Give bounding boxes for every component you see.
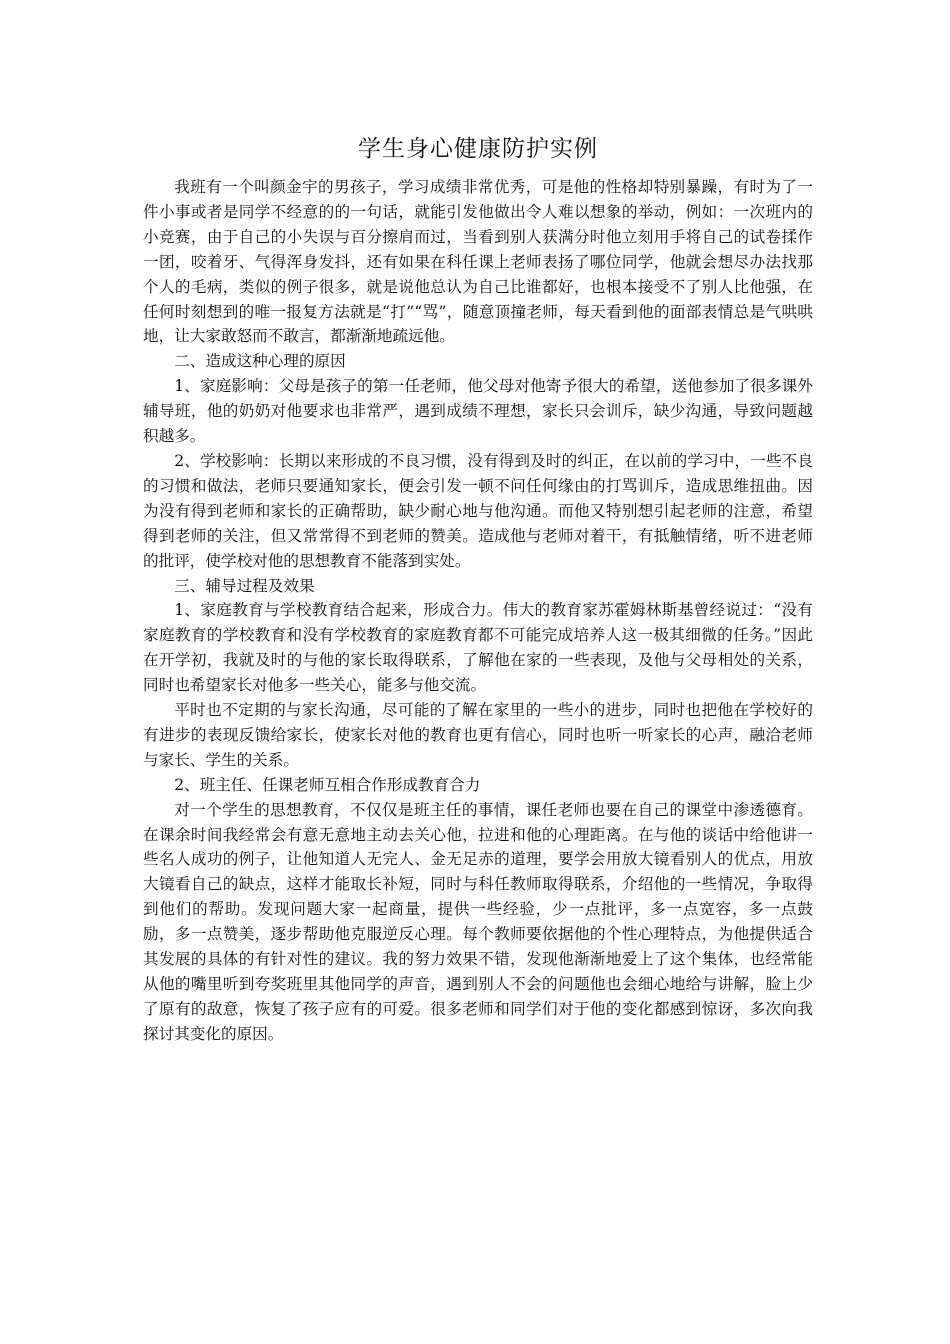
- intro-paragraph: 我班有一个叫颜金宇的男孩子，学习成绩非常优秀，可是他的性格却特别暴躁，有时为了一件小事或者是同学不经意的的一句话，就能引发他做出令人难以想象的举动，例如：一次班内的小竞赛，由于自己的小失误与百分擦肩而过，当看到别人获满分时他立刻用手将自己的试卷揉作一团，咬着牙、气得浑身发抖，还有如果在科任课上老师表扬了哪位同学，他就会想尽办法找那个人的毛病，类似的例子很多，就是说他总认为自己比谁都好，也根本接受不了别人比他强，在任何时刻想到的唯一报复方法就是“打”“骂”，随意顶撞老师，每天看到他的面部表情总是气哄哄地，让大家敢怒而不敢言，都渐渐地疏远他。: [143, 178, 813, 346]
- document-body: [143, 131, 813, 1047]
- subheading-teacher-cooperation: 2、班主任、任课老师互相合作形成教育合力: [174, 775, 481, 794]
- section-heading-causes: 二、造成这种心理的原因: [174, 352, 346, 371]
- process-family-school-paragraph: 1、家庭教育与学校教育结合起来，形成合力。伟大的教育家苏霍姆林斯基曾经说过：“没有家庭教育的学校教育和没有学校教育的家庭教育都不可能完成培养人这一极其细微的任务。”因此在开学初，我就及时的与他的家长取得联系，了解他在家的一些表现，及他与父母相处的关系，同时也希望家长对他多一些关心，能多与他交流。: [143, 601, 813, 695]
- document-title: 学生身心健康防护实例: [358, 136, 598, 162]
- section-heading-process: 三、辅导过程及效果: [174, 576, 315, 595]
- cause-family-paragraph: 1、家庭影响：父母是孩子的第一任老师，他父母对他寄予很大的希望，送他参加了很多课外辅导班，他的奶奶对他要求也非常严，遇到成绩不理想，家长只会训斥，缺少沟通，导致问题越积越多。: [143, 377, 813, 446]
- process-parent-communication-paragraph: 平时也不定期的与家长沟通，尽可能的了解在家里的一些小的进步，同时也把他在学校好的有进步的表现反馈给家长，使家长对他的教育也更有信心，同时也听一听家长的心声，融洽老师与家长、学生的关系。: [143, 701, 813, 769]
- cause-school-paragraph: 2、学校影响：长期以来形成的不良习惯，没有得到及时的纠正，在以前的学习中，一些不良的习惯和做法，老师只要通知家长，便会引发一顿不问任何缘由的打骂训斥，造成思维扭曲。因为没有得到老师和家长的正确帮助，缺少耐心地与他沟通。而他又特别想引起老师的注意，希望得到老师的关注，但又常常得不到老师的赞美。造成他与老师对着干，有抵触情绪，听不进老师的批评，使学校对他的思想教育不能落到实处。: [143, 451, 813, 570]
- teacher-cooperation-paragraph: 对一个学生的思想教育，不仅仅是班主任的事情，课任老师也要在自己的课堂中渗透德育。在课余时间我经常会有意无意地主动去关心他，拉进和他的心理距离。在与他的谈话中给他讲一些名人成功的例子，让他知道人无完人、金无足赤的道理，要学会用放大镜看别人的优点，用放大镜看自己的缺点，这样才能取长补短，同时与科任教师取得联系，介绍他的一些情况，争取得到他们的帮助。发现问题大家一起商量，提供一些经验，少一点批评，多一点宽容，多一点鼓励，多一点赞美，逐步帮助他克服逆反心理。每个教师要依据他的个性心理特点，为他提供适合其发展的具体的有针对性的建议。我的努力效果不错，发现他渐渐地爱上了这个集体，也经常能从他的嘴里听到夸奖班里其他同学的声音，遇到别人不会的问题他也会细心地给与讲解，脸上少了原有的敌意，恢复了孩子应有的可爱。很多老师和同学们对于他的变化都感到惊讶，多次向我探讨其变化的原因。: [143, 800, 813, 1043]
